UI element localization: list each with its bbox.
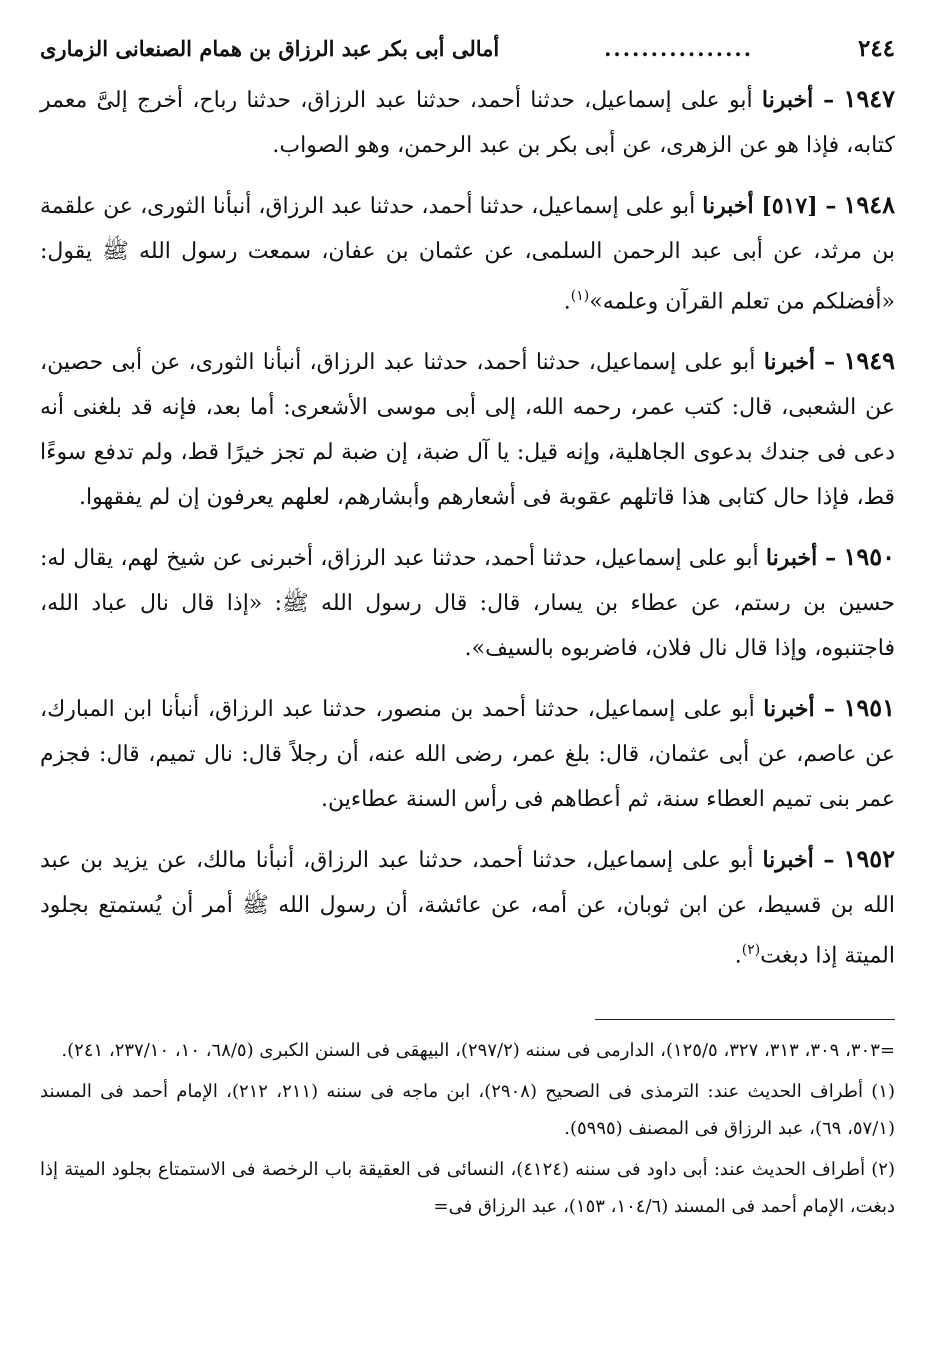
hadith-number: ١٩٤٧ — [843, 84, 895, 113]
footnote-continuation: =٣٠٣، ٣٠٩، ٣١٣، ٣٢٧، ١٢٥/٥)، الدارمى فى سننه (٢٩٧/٢)، البيهقى فى السنن الكبرى (٦٨/٥، ١٠، ٢٣٧/١٠، ٢٤١). — [61, 1039, 895, 1061]
hadith-1952: ١٩٥٢ – أخبرنا أبو على إسماعيل، حدثنا أحمد، حدثنا عبد الرزاق، أنبأنا مالك، عن يزيد بن عبد الله بن قسيط، عن ابن ثوبان، عن أمه، عن عائشة، أن رسول الله ﷺ أمر أن يُستمتع بجلود الميتة إذا دبغت$^{(٢)}$. — [40, 844, 895, 969]
main-text — [40, 76, 895, 979]
hadith-text: أبو على إسماعيل، حدثنا أحمد، حدثنا عبد الرزاق، حدثنا رباح، أخرج إلىَّ معمر كتابه، فإذا هو عن الزهرى، عن أبى بكر بن عبد الرحمن، وهو الصواب. — [40, 88, 895, 158]
hadith-text: أبو على إسماعيل، حدثنا أحمد، حدثنا عبد الرزاق، أنبأنا مالك، عن يزيد بن عبد الله بن قسيط، عن ابن ثوبان، عن أمه، عن عائشة، أن رسول الله ﷺ أمر أن يُستمتع بجلود الميتة إذا دبغت — [40, 848, 895, 969]
running-header — [40, 30, 895, 68]
book-title: أمالى أبى بكر عبد الرزاق بن همام الصنعانى الزمارى — [40, 36, 500, 61]
header-dots: ................ — [604, 36, 754, 61]
footnote-ref: (١) — [570, 288, 590, 304]
hadith-lead: أخبرنا — [761, 87, 814, 113]
hadith-1949: ١٩٤٩ – أخبرنا أبو على إسماعيل، حدثنا أحمد، حدثنا عبد الرزاق، أنبأنا الثورى، عن أبى حصين، عن الشعبى، قال: كتب عمر، رحمه الله، إلى أبى موسى الأشعرى: أما بعد، فإنه قد بلغنى أنه دعى فى جندك بدعوى الجاهلية، وإنه قيل: يا آل ضبة، إن ضبة لم تجز خيرًا قط، ولم تدفع سوءًا قط، فإذا حال كتابى هذا قاتلهم عقوبة فى أشعارهم وأبشارهم، لعلهم يعرفون إن لم يفقهوا. — [40, 346, 895, 511]
hadith-number: ١٩٥٠ — [843, 542, 895, 572]
hadith-lead: [٥١٧] أخبرنا — [702, 193, 818, 219]
page-number: ٢٤٤ — [857, 35, 895, 62]
hadith-text: أبو على إسماعيل، حدثنا أحمد، حدثنا عبد الرزاق، أخبرنى عن شيخ لهم، يقال له: حسين بن رستم، عن عطاء بن يسار، قال: قال رسول الله ﷺ: «إذا قال نال عباد الله، فاجتنبوه، وإذا قال نال فلان، فاضربوه بالسيف». — [40, 546, 895, 662]
document-page — [40, 30, 895, 1340]
footnote-2: (٢) أطراف الحديث عند: أبى داود فى سننه (٤١٢٤)، النسائى فى العقيقة باب الرخصة فى الاستمتاع بجلود الميتة إذا دبغت، الإمام أحمد فى المسند (١٠٤/٦، ١٥٣)، عبد الرزاق فى= — [40, 1158, 895, 1217]
hadith-number: ١٩٥٢ — [843, 844, 895, 874]
footnote-divider — [595, 1019, 895, 1020]
hadith-tail: . — [734, 943, 742, 969]
hadith-lead: أخبرنا — [763, 349, 816, 376]
hadith-1951: ١٩٥١ – أخبرنا أبو على إسماعيل، حدثنا أحمد بن منصور، حدثنا عبد الرزاق، أنبأنا ابن المبارك، عن عاصم، عن أبى عثمان، قال: بلغ عمر، رضى الله عنه، أن رجلاً قال: نال تميم، قال: فجزم عمر بنى تميم العطاء سنة، ثم أعطاهم فى رأس السنة عطاءين. — [40, 693, 895, 813]
footnote-1: (١) أطراف الحديث عند: الترمذى فى الصحيح (٢٩٠٨)، ابن ماجه فى سننه (٢١١، ٢١٢)، الإمام أحمد فى المسند (٥٧/١، ٦٩)، عبد الرزاق فى المصنف (٥٩٩٥). — [40, 1080, 895, 1139]
hadith-text: أبو على إسماعيل، حدثنا أحمد، حدثنا عبد الرزاق، أنبأنا الثورى، عن أبى حصين، عن الشعبى، قال: كتب عمر، رحمه الله، إلى أبى موسى الأشعرى: أما بعد، فإنه قد بلغنى أنه دعى فى جندك بدعوى الجاهلية، وإنه قيل: يا آل ضبة، إن ضبة لم تجز خيرًا قط، ولم تدفع سوءًا قط، فإذا حال كتابى هذا قاتلهم عقوبة فى أشعارهم وأبشارهم، لعلهم يعرفون إن لم يفقهوا. — [40, 350, 895, 511]
hadith-tail: . — [563, 289, 571, 315]
footnote-ref: (٢) — [741, 942, 761, 959]
hadith-number: ١٩٤٩ — [843, 346, 895, 376]
hadith-lead: أخبرنا — [763, 696, 815, 723]
hadith-1948: ١٩٤٨ – [٥١٧] أخبرنا أبو على إسماعيل، حدثنا أحمد، حدثنا عبد الرزاق، أنبأنا الثورى، عن علقمة بن مرثد، عن أبى عبد الرحمن السلمى، عن عثمان بن عفان، سمعت رسول الله ﷺ يقول: «أفضلكم من تعلم القرآن وعلمه»$^{(١)}$. — [40, 190, 895, 315]
hadith-1950: ١٩٥٠ – أخبرنا أبو على إسماعيل، حدثنا أحمد، حدثنا عبد الرزاق، أخبرنى عن شيخ لهم، يقال له: حسين بن رستم، عن عطاء بن يسار، قال: قال رسول الله ﷺ: «إذا قال نال عباد الله، فاجتنبوه، وإذا قال نال فلان، فاضربوه بالسيف». — [40, 542, 895, 662]
hadith-text: أبو على إسماعيل، حدثنا أحمد، حدثنا عبد الرزاق، أنبأنا الثورى، عن علقمة بن مرثد، عن أبى عبد الرحمن السلمى، عن عثمان بن عفان، سمعت رسول الله ﷺ يقول: «أفضلكم من تعلم القرآن وعلمه» — [40, 194, 895, 315]
hadith-lead: أخبرنا — [762, 847, 814, 874]
hadith-1947: ١٩٤٧ – أخبرنا أبو على إسماعيل، حدثنا أحمد، حدثنا عبد الرزاق، حدثنا رباح، أخرج إلىَّ معمر كتابه، فإذا هو عن الزهرى، عن أبى بكر بن عبد الرحمن، وهو الصواب. — [40, 84, 895, 158]
footnotes — [40, 1032, 895, 1225]
hadith-text: أبو على إسماعيل، حدثنا أحمد بن منصور، حدثنا عبد الرزاق، أنبأنا ابن المبارك، عن عاصم، عن أبى عثمان، قال: بلغ عمر، رضى الله عنه، أن رجلاً قال: نال تميم، قال: فجزم عمر بنى تميم العطاء سنة، ثم أعطاهم فى رأس السنة عطاءين. — [40, 697, 895, 813]
hadith-number: ١٩٤٨ — [843, 190, 895, 219]
hadith-lead: أخبرنا — [765, 545, 818, 572]
hadith-number: ١٩٥١ — [843, 693, 895, 723]
